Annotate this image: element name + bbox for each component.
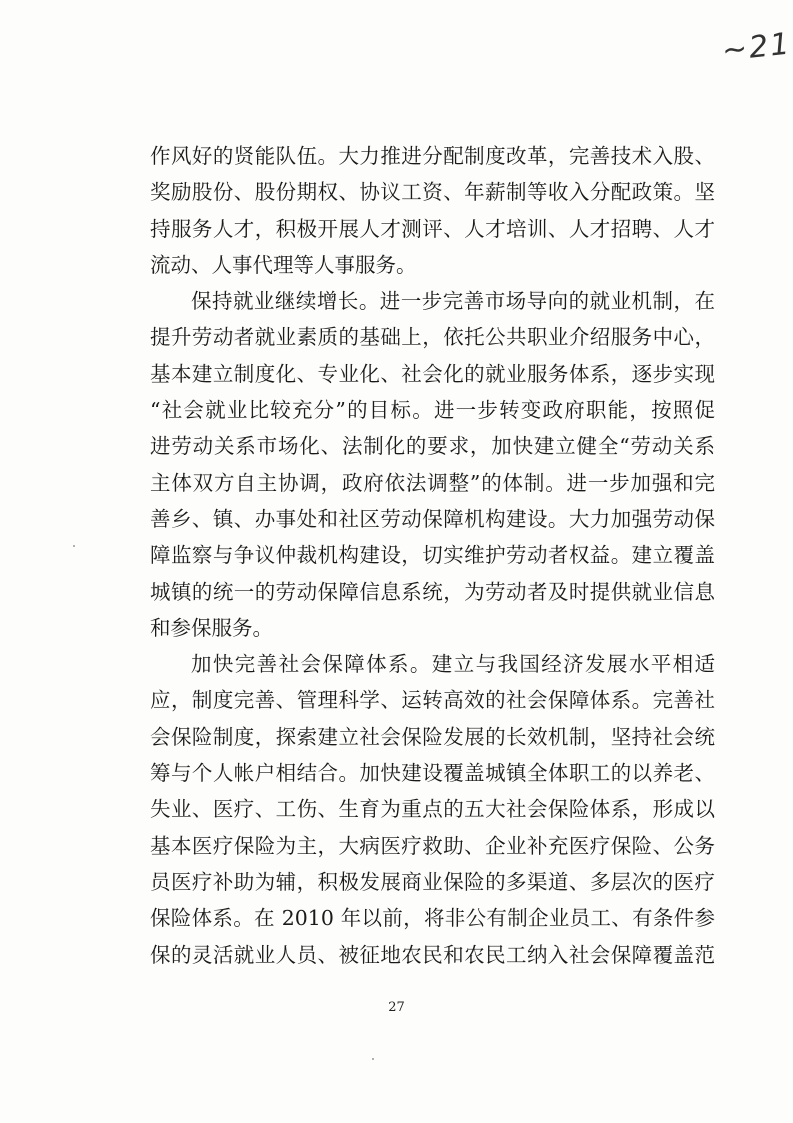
text-line: 障监察与争议仲裁机构建设，切实维护劳动者权益。建立覆盖: [150, 543, 715, 568]
text-line: 提升劳动者就业素质的基础上，依托公共职业介绍服务中心，: [150, 325, 715, 350]
text-line: 和参保服务。: [150, 615, 273, 640]
text-line: 保的灵活就业人员、被征地农民和农民工纳入社会保障覆盖范: [150, 942, 715, 967]
text-line: 会保险制度，探索建立社会保险发展的长效机制，坚持社会统: [150, 724, 715, 749]
scan-speck: [73, 545, 75, 547]
scan-speck: [372, 1058, 374, 1060]
text-line: 主体双方自主协调，政府依法调整”的体制。进一步加强和完: [150, 470, 715, 495]
text-line: 失业、医疗、工伤、生育为重点的五大社会保险体系，形成以: [150, 797, 715, 822]
text-line: 基本建立制度化、专业化、社会化的就业服务体系，逐步实现: [150, 361, 715, 386]
text-line: 员医疗补助为辅，积极发展商业保险的多渠道、多层次的医疗: [150, 869, 715, 894]
body-text: [150, 138, 715, 973]
paragraph-first-line: 保持就业继续增长。进一步完善市场导向的就业机制，在: [191, 289, 715, 314]
text-line: 城镇的统一的劳动保障信息系统，为劳动者及时提供就业信息: [150, 579, 715, 604]
text-line: 作风好的贤能队伍。大力推进分配制度改革，完善技术入股、: [150, 144, 715, 168]
page-number: 27: [388, 1000, 405, 1015]
text-line: 基本医疗保险为主，大病医疗救助、企业补充医疗保险、公务: [150, 833, 715, 858]
text-line: 筹与个人帐户相结合。加快建设覆盖城镇全体职工的以养老、: [150, 761, 715, 786]
text-line: “社会就业比较充分”的目标。进一步转变政府职能，按照促: [150, 398, 715, 423]
text-line: 进劳动关系市场化、法制化的要求，加快建立健全“劳动关系: [150, 434, 715, 459]
text-line: 应，制度完善、管理科学、运转高效的社会保障体系。完善社: [150, 688, 715, 713]
text-line: 奖励股份、股份期权、协议工资、年薪制等收入分配政策。坚: [150, 180, 715, 205]
handwritten-page-mark: ~21: [720, 26, 793, 69]
text-line: 持服务人才，积极开展人才测评、人才培训、人才招聘、人才: [150, 216, 715, 241]
text-line: 善乡、镇、办事处和社区劳动保障机构建设。大力加强劳动保: [150, 506, 715, 531]
text-line: 流动、人事代理等人事服务。: [150, 252, 417, 277]
paragraph-first-line: 加快完善社会保障体系。建立与我国经济发展水平相适: [191, 652, 715, 677]
text-line: 保险体系。在 2010 年以前，将非公有制企业员工、有条件参: [150, 906, 715, 931]
